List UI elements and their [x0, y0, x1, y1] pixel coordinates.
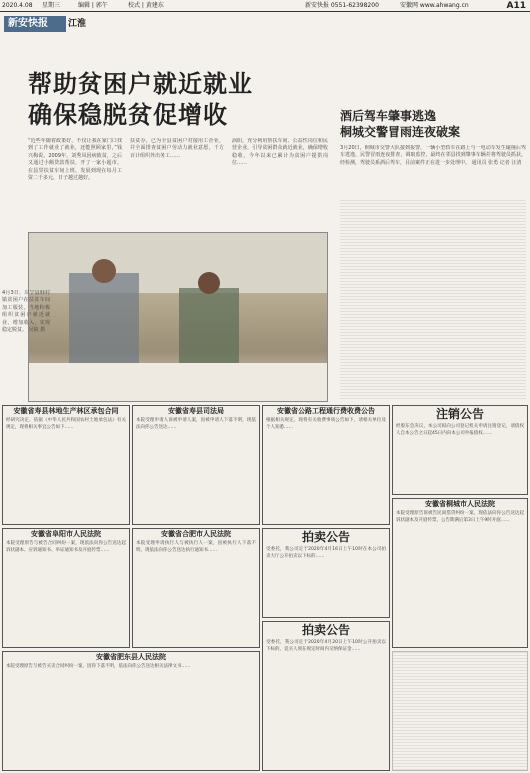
notice-title: 安徽省阜阳市人民法院 [31, 529, 101, 538]
newspaper-logo: 新安快报 [4, 16, 66, 32]
notice-title: 安徽省合肥市人民法院 [161, 529, 231, 538]
notice-title: 注销公告 [435, 407, 484, 421]
editor-credit: 编辑 | 郭午 [78, 2, 108, 9]
main-article-col-3: 涡阳，充分利用帮扶车间、公益性岗位和民营企业，引导贫困群众就近就业，确保增收稳收，今年以来已累计为贫困户提供岗位…… [232, 138, 328, 167]
notice-body: 经股东会决议，本公司拟向公司登记机关申请注销登记，请债权人自本公告之日起45日内向本公司申报债权…… [396, 424, 524, 436]
notice-body: 受委托，我公司定于2020年4月16日上午10时在本公司拍卖大厅公开拍卖以下标的…… [266, 547, 386, 559]
notice-title: 拍卖公告 [301, 530, 350, 544]
notice-box [392, 405, 528, 495]
notice-body: 本院受理原告诉被告民间借贷纠纷一案，现依法向你公告送达起诉状副本及开庭传票，公告期满后第3日上午9时开庭…… [396, 511, 524, 523]
headline-line-2: 确保稳脱贫促增收 [28, 100, 228, 129]
notice-body: 本院受理原告与被告买卖合同纠纷一案，因你下落不明，依法向你公告送达相关法律文书…… [6, 664, 191, 669]
side-headline-line-1: 酒后驾车肇事逃逸 [340, 109, 437, 123]
notice-box [2, 651, 260, 771]
hotline: 新安快报 0551-62398200 [305, 2, 379, 9]
notice-title: 安徽省肥东县人民法院 [96, 652, 166, 661]
page-number: A11 [506, 1, 526, 11]
main-headline [28, 68, 328, 130]
side-article-body: 3月20日，桐城市交警大队接到报警，一辆小型轿车在路上与一电动车发生碰撞后驾车逃逸，民警冒雨连夜排查，调取监控，最终在邻县找到肇事车辆并将驾驶员抓获。经检测，驾驶员系酒后驾车，目前案件正在进一步处理中。 通讯员 张勇 记者 汪清 [340, 145, 526, 166]
side-headline [340, 108, 528, 140]
notice-body: 本院受理申请人诉被申请人案，因被申请人下落不明，现依法向你公告送达…… [136, 418, 256, 430]
notice-title: 拍卖公告 [301, 623, 350, 637]
notice-box [2, 405, 130, 525]
notice-title: 安徽省桐城市人民法院 [425, 499, 495, 508]
headline-line-1: 帮助贫困户就近就业 [28, 69, 253, 98]
notice-texture-box [392, 651, 528, 771]
section-name: 江淮 [68, 19, 87, 29]
notice-box [392, 498, 528, 648]
notice-body: 根据相关规定，现将有关收费事项公告如下，请相关单位及个人知悉…… [266, 418, 386, 430]
notice-box [2, 528, 130, 648]
photo-caption: 4月3日，岸宁县韩村镇贫困户在扶贫车间加工服装，当地积极组织贫困户就近就业，增加收入，实现稳定脱贫。 吴缺 摄 [2, 290, 50, 334]
notice-box [132, 405, 260, 525]
notice-body: 经研究决定，依据《中华人民共和国农村土地承包法》有关规定，现将相关事宜公告如下…… [6, 418, 126, 430]
notice-title: 安徽省寿县林地生产林区承包合同 [13, 406, 119, 415]
notice-body: 本院受理原告与被告合同纠纷一案，现依法向你公告送达起诉状副本、应诉通知书、举证通知书及开庭传票…… [6, 541, 126, 553]
issue-date: 2020.4.08 [2, 2, 33, 9]
side-article-texture [340, 200, 526, 400]
notice-body: 受委托，我公司定于2020年4月20日上午10时公开拍卖以下标的，竞买人须在规定时间内交纳保证金…… [266, 640, 386, 652]
main-article-col-1: “近些年随着政策好，不仅让我在家门口找到了工作就业了就业，还能照顾家里，”钱兴梅说。2009年，刘秀凤因病致贫，之后又通过小额贷款帮扶，开了一家小超市。在县里扶贫车间上班，发展到现在每月工资二千多元，日子越过越好。 [28, 138, 122, 182]
notice-box [262, 405, 390, 525]
main-article-col-2: 扶贫办，已为全县贫困户对接用工企业，并全面排查贫困户劳动力就业意愿，千方百计组织外出务工…… [130, 138, 224, 159]
photo-illustration [29, 233, 327, 401]
news-photo [28, 232, 328, 402]
notice-box [132, 528, 260, 648]
proof-credit: 校式 | 黄建东 [128, 2, 164, 9]
website: 安徽网 www.ahwang.cn [400, 2, 469, 9]
notice-box [262, 528, 390, 618]
notice-title: 安徽省寿县司法局 [168, 406, 224, 415]
masthead-bar [0, 0, 530, 12]
notice-box [262, 621, 390, 771]
notice-body: 本院受理申请执行人与被执行人一案，因被执行人下落不明，现依法向你公告送达执行通知书…… [136, 541, 256, 553]
issue-weekday: 星期三 [42, 2, 61, 9]
side-headline-line-2: 桐城交警冒雨连夜破案 [340, 125, 461, 139]
notice-title: 安徽省公路工程通行费收费公告 [277, 406, 375, 415]
